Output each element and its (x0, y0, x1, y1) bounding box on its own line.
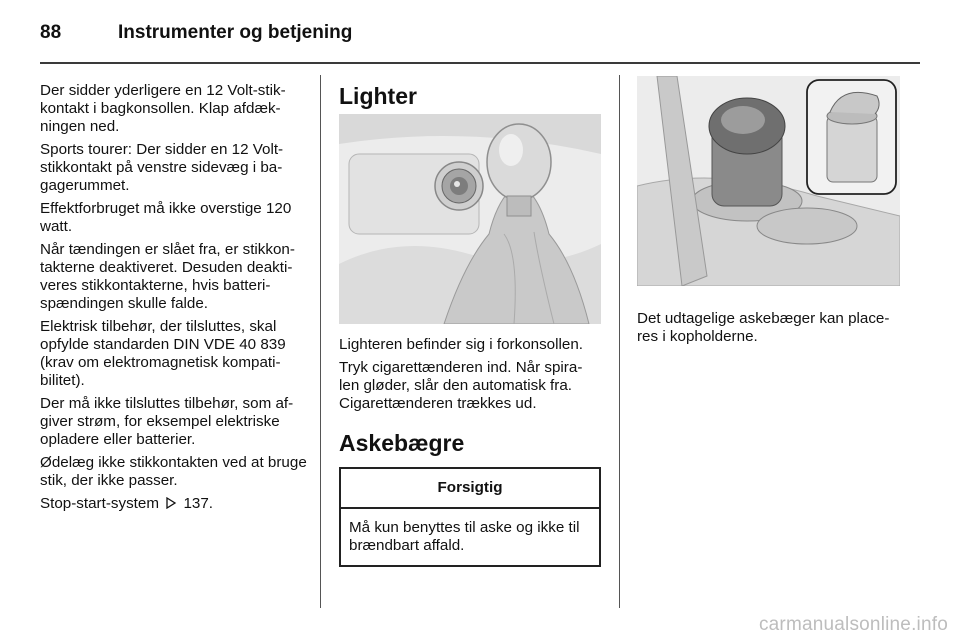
paragraph: Der må ikke tilsluttes tilbehør, som af-giver strøm, for eksempel elektriske opladere eller batterier. (40, 395, 294, 448)
column-divider-1 (320, 75, 321, 608)
left-column (40, 82, 308, 518)
lighter-illustration (339, 114, 601, 324)
section-title: Instrumenter og betjening (118, 22, 353, 43)
ashtray-illustration (637, 76, 900, 286)
cross-reference[interactable] (40, 495, 308, 513)
middle-column (339, 82, 601, 567)
column-divider-2 (619, 75, 620, 608)
xref-text: Stop-start-system (40, 495, 159, 512)
paragraph: Elektrisk tilbehør, der tilsluttes, skal opfylde standarden DIN VDE 40 839 (krav om elektromagnetisk kompati-bilitet). (40, 318, 286, 389)
watermark: carmanualsonline.info (758, 614, 948, 635)
heading-ashtray: Askebægre (339, 430, 465, 456)
gear-shifter-icon (339, 114, 601, 324)
heading-lighter: Lighter (339, 83, 417, 109)
page-header (40, 22, 920, 62)
page-number: 88 (40, 22, 62, 43)
paragraph: Effektforbruget må ikke overstige 120 watt. (40, 200, 292, 235)
right-column (637, 82, 900, 351)
xref-page: 137. (183, 495, 214, 512)
paragraph: Tryk cigarettænderen ind. Når spira-len gløder, slår den automatisk fra. Cigarettænderen trækkes ud. (339, 359, 583, 412)
paragraph: Sports tourer: Der sidder en 12 Volt-stikkontakt på venstre sidevæg i ba-gagerummet. (40, 141, 284, 194)
caption: Det udtagelige askebæger kan place-res i kopholderne. (637, 310, 890, 345)
paragraph: Ødelæg ikke stikkontakten ved at bruge stik, der ikke passer. (40, 454, 307, 489)
warning-text: Må kun benyttes til aske og ikke til brændbart affald. (349, 519, 580, 554)
header-divider (40, 62, 920, 64)
warning-box (339, 467, 601, 567)
paragraph: Lighteren befinder sig i forkonsollen. (339, 336, 583, 353)
arrow-right-icon (166, 497, 177, 509)
paragraph: Når tændingen er slået fra, er stikkon-takterne deaktiveret. Desuden deakti-veres stikkontakterne, hvis batteri-spændingen skulle falde. (40, 241, 295, 312)
ashtray-icon (637, 76, 900, 286)
warning-title: Forsigtig (341, 469, 599, 509)
paragraph: Der sidder yderligere en 12 Volt-stik-kontakt i bagkonsollen. Klap afdæk-ningen ned. (40, 82, 286, 135)
